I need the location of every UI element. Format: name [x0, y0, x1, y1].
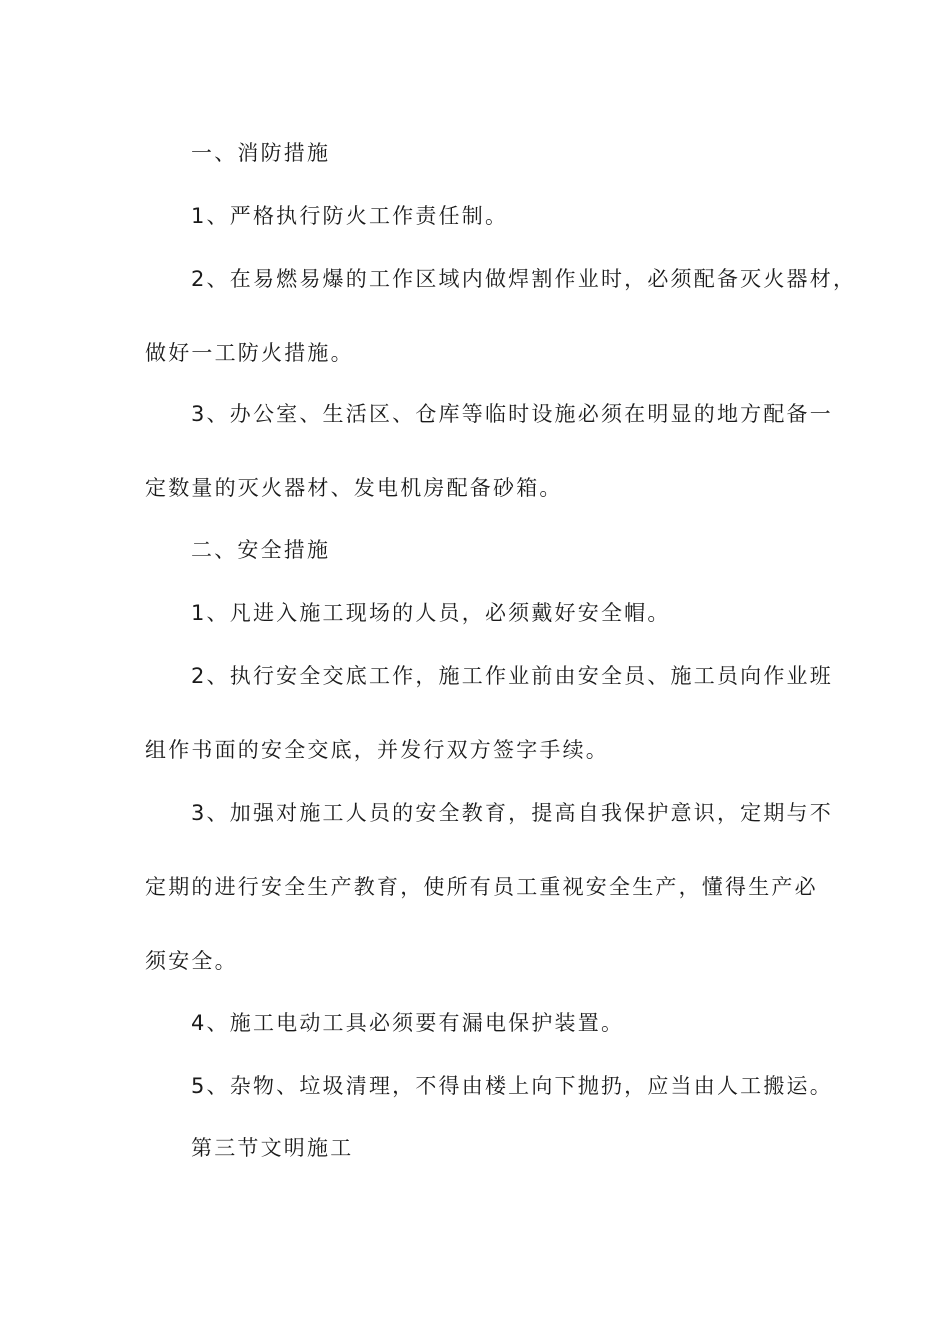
paragraph-line: 定数量的灭火器材、发电机房配备砂箱。	[145, 476, 563, 500]
paragraph-line: 3、加强对施工人员的安全教育，提高自我保护意识，定期与不	[191, 801, 833, 825]
paragraph-line: 须安全。	[145, 949, 238, 973]
paragraph-line: 1、严格执行防火工作责任制。	[191, 204, 509, 228]
paragraph-line: 组作书面的安全交底，并发行双方签字手续。	[145, 738, 609, 762]
section-heading-fire-measures: 一、消防措施	[191, 141, 331, 165]
paragraph-line: 2、执行安全交底工作，施工作业前由安全员、施工员向作业班	[191, 664, 833, 688]
paragraph-line: 2、在易燃易爆的工作区域内做焊割作业时，必须配备灭火器材，	[191, 267, 857, 291]
section-heading-safety-measures: 二、安全措施	[191, 538, 331, 562]
paragraph-line: 做好一工防火措施。	[145, 341, 354, 365]
paragraph-line: 定期的进行安全生产教育，使所有员工重视安全生产，懂得生产必	[145, 875, 818, 899]
paragraph-line: 1、凡进入施工现场的人员，必须戴好安全帽。	[191, 601, 671, 625]
paragraph-line: 4、施工电动工具必须要有漏电保护装置。	[191, 1011, 625, 1035]
section-heading-civilized-construction: 第三节文明施工	[191, 1136, 354, 1160]
paragraph-line: 3、办公室、生活区、仓库等临时设施必须在明显的地方配备一	[191, 402, 833, 426]
paragraph-line: 5、杂物、垃圾清理，不得由楼上向下抛扔，应当由人工搬运。	[191, 1074, 833, 1098]
